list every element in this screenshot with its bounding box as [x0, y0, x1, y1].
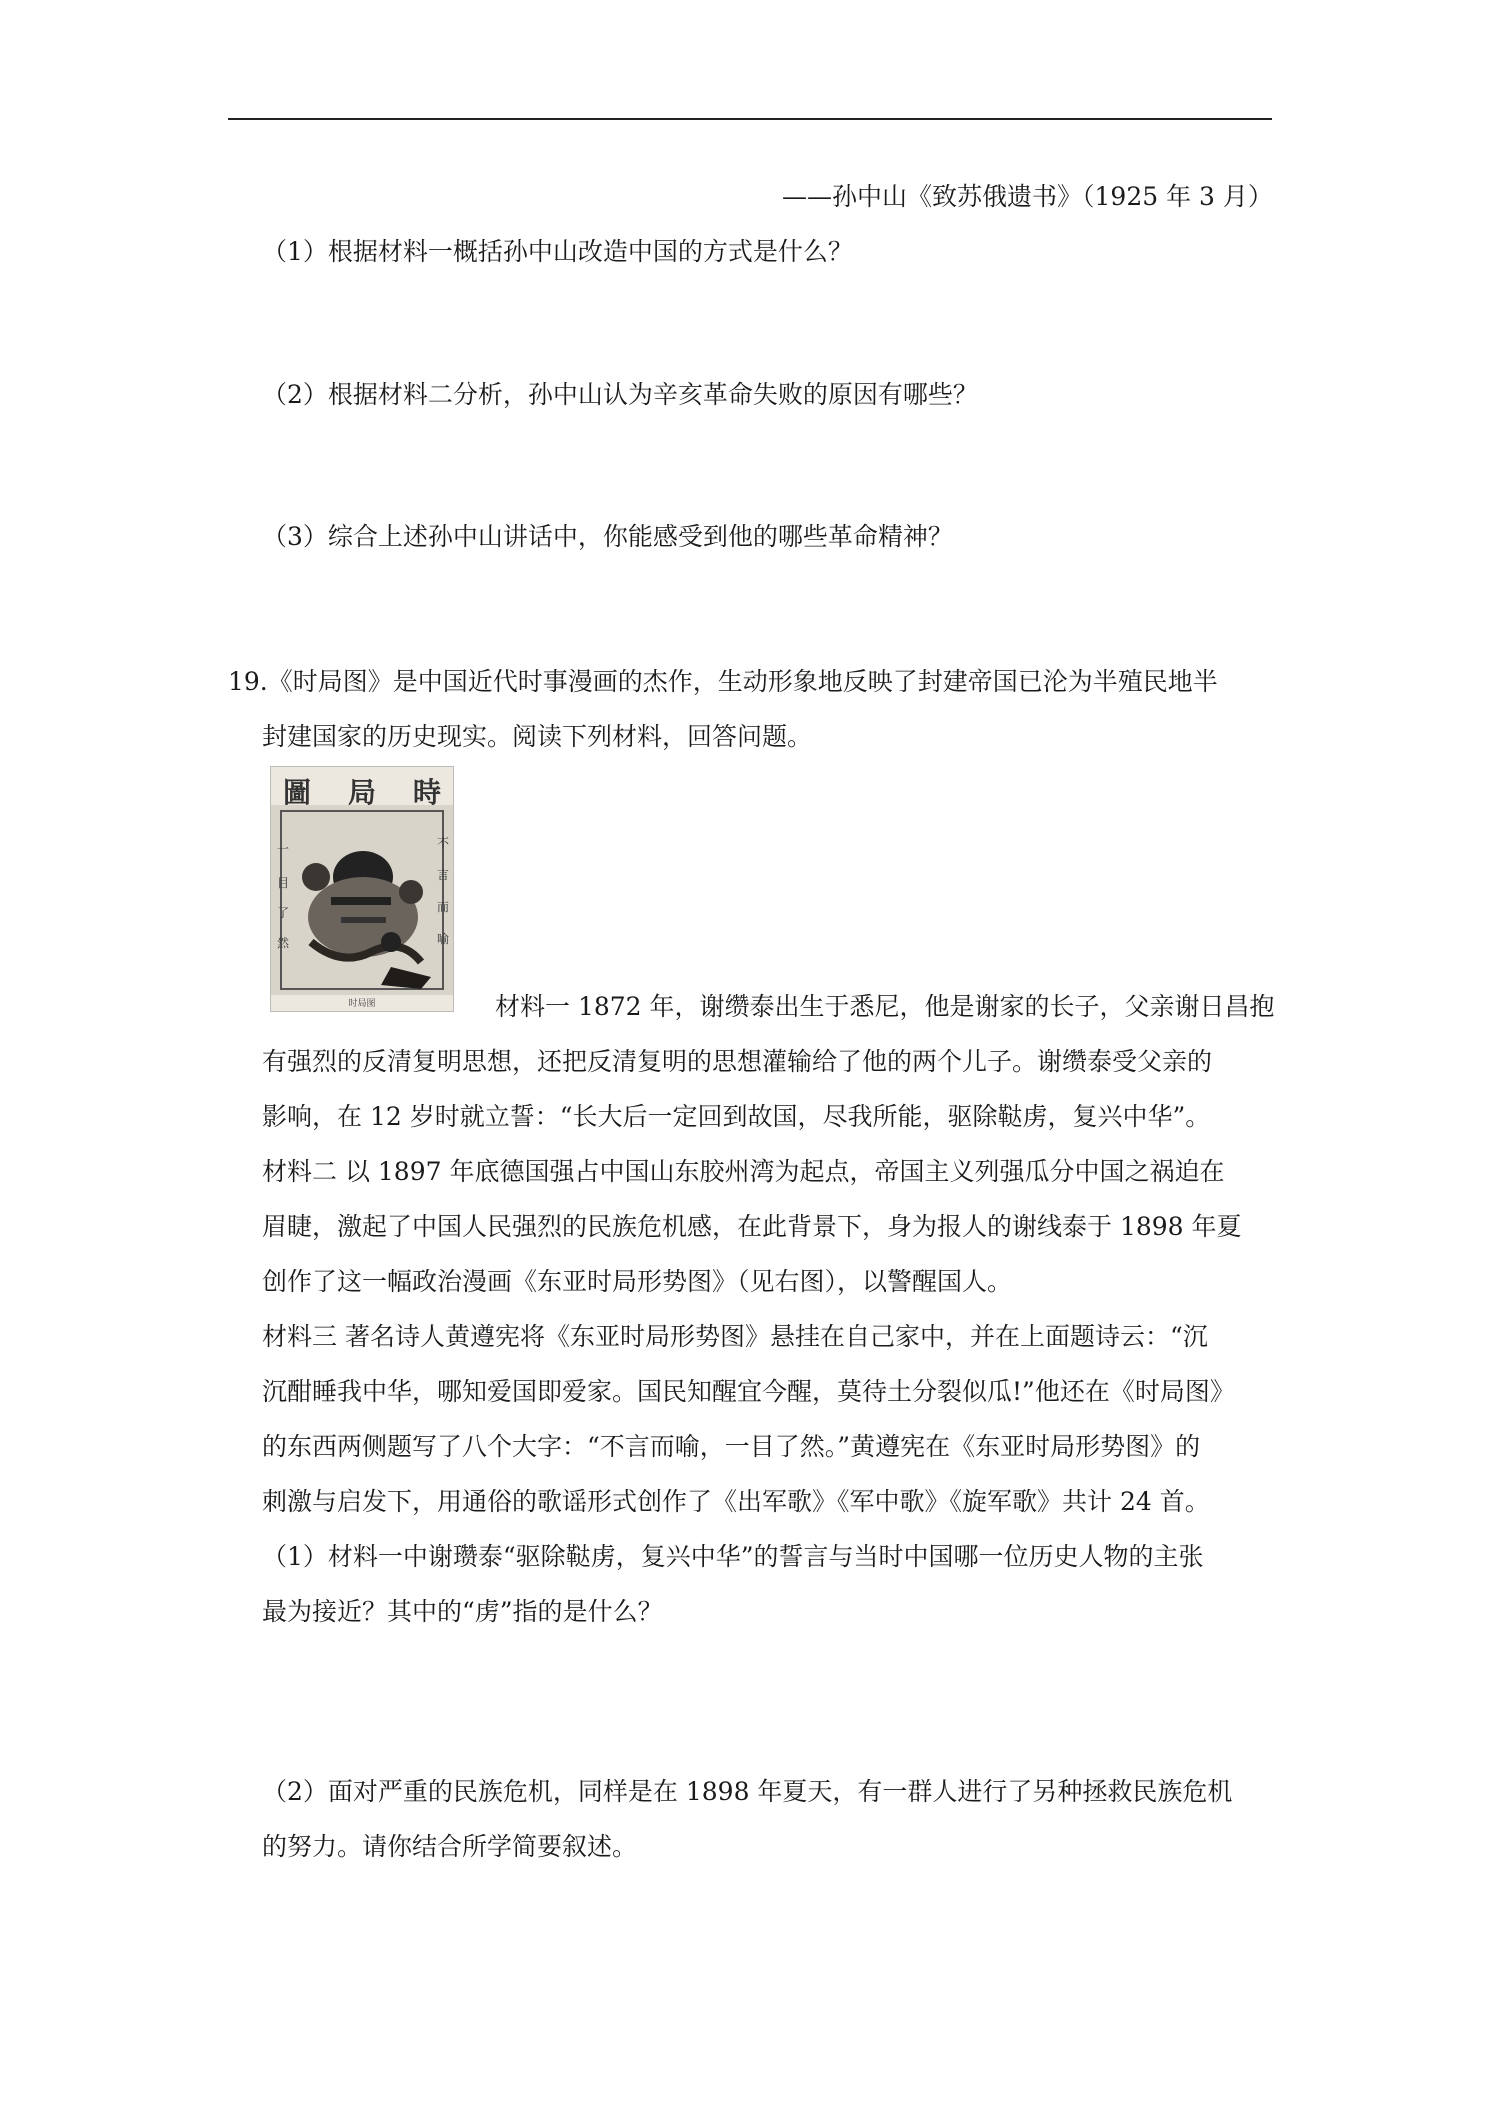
cartoon-title	[271, 771, 453, 811]
svg-text:喻: 喻	[437, 932, 450, 946]
svg-text:了: 了	[277, 906, 290, 920]
q19-subquestion-2-line-1: （2）面对严重的民族危机，同样是在 1898 年夏天，有一群人进行了另种拯救民族危机	[262, 1777, 1233, 1806]
svg-text:一: 一	[277, 842, 290, 856]
cartoon-title-char: 局	[347, 776, 376, 809]
svg-text:而: 而	[437, 900, 450, 914]
material-1-line-3: 影响，在 12 岁时就立誓：“长大后一定回到故国，尽我所能，驱除鞑虏，复兴中华”。	[262, 1102, 1211, 1131]
q18-subquestion-2: （2）根据材料二分析，孙中山认为辛亥革命失败的原因有哪些？	[262, 380, 978, 409]
q18-subquestion-1: （1）根据材料一概括孙中山改造中国的方式是什么？	[262, 237, 853, 266]
material-3-line-3: 的东西两侧题写了八个大字：“不言而喻，一目了然。”黄遵宪在《东亚时局形势图》的	[262, 1432, 1201, 1461]
svg-text:目: 目	[277, 876, 290, 890]
q19-subquestion-2-line-2: 的努力。请你结合所学简要叙述。	[262, 1832, 638, 1861]
material-2-line-2: 眉睫，激起了中国人民强烈的民族危机感，在此背景下，身为报人的谢线泰于 1898 年夏	[262, 1212, 1242, 1241]
header-rule	[228, 118, 1272, 120]
material-3-line-1: 材料三 著名诗人黄遵宪将《东亚时局形势图》悬挂在自己家中，并在上面题诗云：“沉	[262, 1322, 1208, 1351]
quote-attribution: ——孙中山《致苏俄遗书》（1925 年 3 月）	[782, 182, 1273, 211]
material-2-line-1: 材料二 以 1897 年底德国强占中国山东胶州湾为起点，帝国主义列强瓜分中国之祸迫在	[262, 1157, 1225, 1186]
material-1-line-1: 材料一 1872 年，谢缵泰出生于悉尼，他是谢家的长子，父亲谢日昌抱	[495, 992, 1275, 1021]
q19-subquestion-1-line-1: （1）材料一中谢瓒泰“驱除鞑虏，复兴中华”的誓言与当时中国哪一位历史人物的主张	[262, 1542, 1204, 1571]
cartoon-caption: 时局图	[348, 999, 376, 1009]
q18-subquestion-3: （3）综合上述孙中山讲话中，你能感受到他的哪些革命精神？	[262, 522, 953, 551]
svg-text:然: 然	[277, 936, 290, 950]
material-3-line-2: 沉酣睡我中华，哪知爱国即爱家。国民知醒宜今醒，莫待土分裂似瓜!”他还在《时局图》	[262, 1377, 1235, 1406]
material-3-line-4: 刺激与启发下，用通俗的歌谣形式创作了《出军歌》《军中歌》《旋军歌》共计 24 首。	[262, 1487, 1210, 1516]
material-2-line-3: 创作了这一幅政治漫画《东亚时局形势图》（见右图），以警醒国人。	[262, 1267, 1013, 1296]
material-1-line-2: 有强烈的反清复明思想，还把反清复明的思想灌输给了他的两个儿子。谢缵泰受父亲的	[262, 1047, 1213, 1076]
cartoon-title-char: 時	[412, 776, 441, 809]
cartoon-title-char: 圖	[283, 776, 312, 809]
q19-subquestion-1-line-2: 最为接近？其中的“虏”指的是什么？	[262, 1597, 663, 1626]
svg-text:不: 不	[437, 836, 450, 850]
q19-intro-line-2: 封建国家的历史现实。阅读下列材料，回答问题。	[262, 722, 813, 751]
shijutu-cartoon-image	[270, 766, 454, 1012]
svg-text:言: 言	[437, 868, 450, 882]
q19-intro-line-1: 19.《时局图》是中国近代时事漫画的杰作，生动形象地反映了封建帝国已沦为半殖民地半	[228, 667, 1218, 696]
